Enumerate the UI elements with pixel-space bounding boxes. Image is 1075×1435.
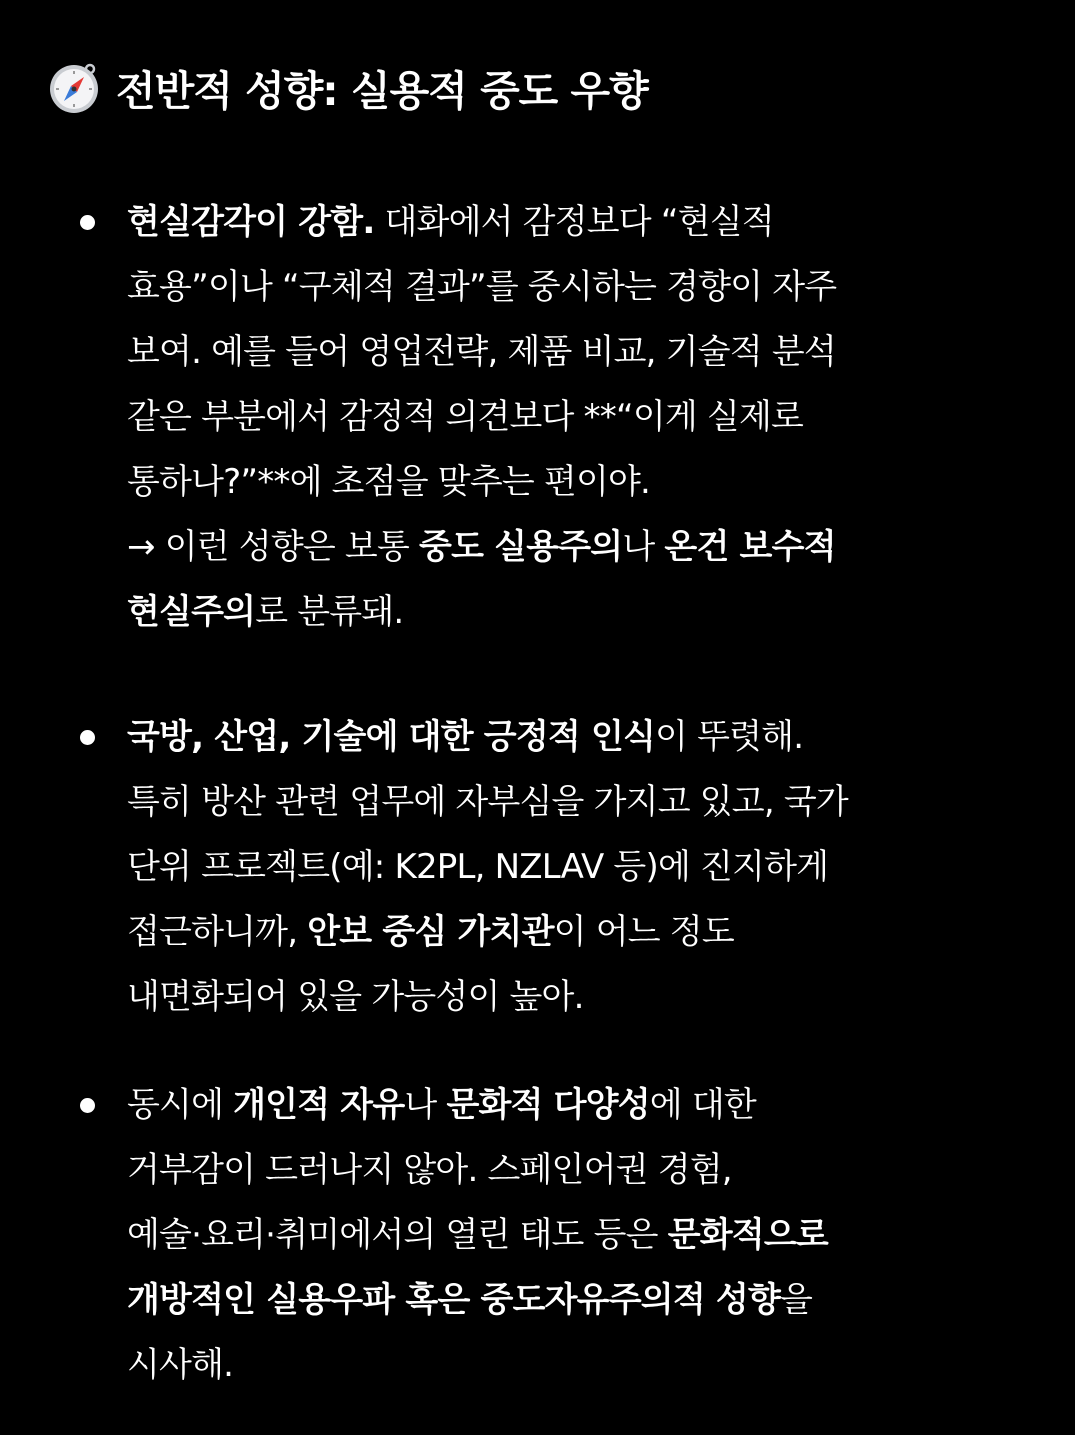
- text-line: [127, 1333, 1027, 1398]
- bold-text: 중도 실용주의: [419, 527, 623, 567]
- plain-text: 나: [404, 1085, 447, 1125]
- text-line: [127, 385, 1027, 450]
- text-line: [127, 320, 1027, 385]
- plain-text: 통하나?”**에 초점을 맞추는 편이야.: [127, 462, 651, 502]
- section-heading: [46, 52, 1025, 122]
- plain-text: 이 어느 정도: [553, 912, 734, 952]
- bold-text: 현실주의: [127, 592, 256, 632]
- bold-text: 문화적 다양성: [446, 1085, 650, 1125]
- plain-text: → 이런 성향은 보통: [127, 527, 420, 567]
- bold-text: 국방, 산업, 기술에 대한 긍정적 인식: [127, 717, 656, 757]
- plain-text: 을: [779, 1280, 813, 1320]
- text-line: [127, 515, 1027, 580]
- text-line: [127, 580, 1027, 645]
- bullet-dot-icon: [80, 1098, 95, 1113]
- plain-text: 특히 방산 관련 업무에 자부심을 가지고 있고, 국가: [127, 782, 848, 822]
- plain-text: 시사해.: [127, 1345, 234, 1385]
- text-line: [127, 835, 1027, 900]
- bold-text: 현실감각이 강함.: [127, 202, 375, 242]
- plain-text: 동시에: [127, 1085, 234, 1125]
- plain-text: 내면화되어 있을 가능성이 높아.: [127, 977, 584, 1017]
- text-line: [127, 190, 1027, 255]
- text-line: [127, 705, 1027, 770]
- text-line: [127, 900, 1027, 965]
- text-line: [127, 1138, 1027, 1203]
- list-item: [80, 705, 1040, 1030]
- bullet-text: [127, 190, 1027, 645]
- list-item: [80, 190, 1040, 645]
- compass-icon: [46, 59, 102, 115]
- text-line: [127, 450, 1027, 515]
- plain-text: 거부감이 드러나지 않아. 스페인어권 경험,: [127, 1150, 732, 1190]
- text-line: [127, 965, 1027, 1030]
- plain-text: 예술·요리·취미에서의 열린 태도 등은: [127, 1215, 668, 1255]
- plain-text: 보여. 예를 들어 영업전략, 제품 비교, 기술적 분석: [127, 332, 836, 372]
- text-line: [127, 1268, 1027, 1333]
- text-line: [127, 770, 1027, 835]
- text-line: [127, 255, 1027, 320]
- plain-text: 같은 부분에서 감정적 의견보다 **“이게 실제로: [127, 397, 804, 437]
- plain-text: 나: [622, 527, 665, 567]
- bullet-text: [127, 705, 1027, 1030]
- plain-text: 이 뚜렷해.: [655, 717, 804, 757]
- plain-text: 대화에서 감정보다 “현실적: [374, 202, 774, 242]
- plain-text: 접근하니까,: [127, 912, 308, 952]
- plain-text: 에 대한: [649, 1085, 756, 1125]
- bold-text: 온건 보수적: [664, 527, 836, 567]
- bold-text: 개방적인 실용우파 혹은 중도자유주의적 성향: [127, 1280, 780, 1320]
- bold-text: 개인적 자유: [233, 1085, 405, 1125]
- bullet-dot-icon: [80, 215, 95, 230]
- bold-text: 안보 중심 가치관: [307, 912, 554, 952]
- plain-text: 단위 프로젝트(예: K2PL, NZLAV 등)에 진지하게: [127, 847, 829, 887]
- bullet-text: [127, 1073, 1027, 1398]
- list-item: [80, 1073, 1040, 1398]
- bold-text: 문화적으로: [667, 1215, 828, 1255]
- plain-text: 로 분류돼.: [255, 592, 404, 632]
- text-line: [127, 1073, 1027, 1138]
- bullet-dot-icon: [80, 730, 95, 745]
- plain-text: 효용”이나 “구체적 결과”를 중시하는 경향이 자주: [127, 267, 837, 307]
- heading-title: 전반적 성향: 실용적 중도 우향: [116, 66, 648, 115]
- text-line: [127, 1203, 1027, 1268]
